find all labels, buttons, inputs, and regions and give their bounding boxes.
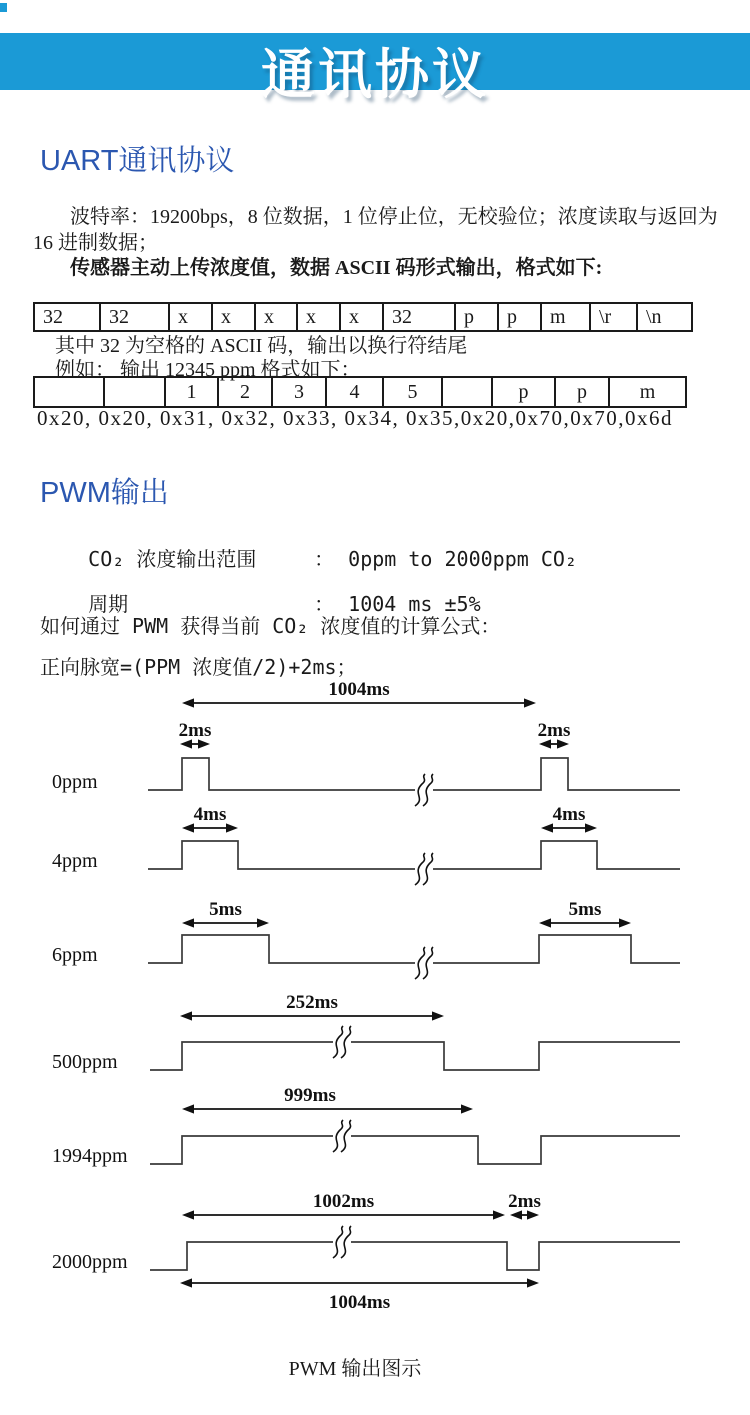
- table-cell: x: [212, 303, 255, 331]
- arrowhead: [182, 918, 194, 927]
- arrowhead: [432, 1011, 444, 1020]
- table-cell: 32: [100, 303, 169, 331]
- table-cell: x: [255, 303, 297, 331]
- pwm-spec-period-colon: ：: [314, 592, 335, 616]
- uart-paragraph-line1: 波特率：19200bps，8 位数据，1 位停止位，无校验位；浓度读取与返回为: [70, 206, 718, 228]
- waveform-path: [150, 1242, 680, 1270]
- waveform-path: [150, 1136, 680, 1164]
- pwm-spec-range-label: CO₂ 浓度输出范围: [88, 547, 257, 571]
- table-cell: 5: [383, 377, 442, 407]
- waveform-path: [148, 935, 680, 963]
- banner-title: 通讯协议: [261, 45, 489, 105]
- arrowhead: [541, 823, 553, 832]
- uart-note-space-ascii: 其中 32 为空格的 ASCII 码，输出以换行符结尾: [55, 335, 468, 357]
- arrowhead: [226, 823, 238, 832]
- table-row: [34, 303, 692, 331]
- arrow-label: 5ms: [209, 899, 242, 920]
- table-cell: x: [297, 303, 340, 331]
- wave-row-label: 0ppm: [52, 771, 98, 793]
- wave-row-label: 500ppm: [52, 1051, 118, 1073]
- table-cell: p: [555, 377, 609, 407]
- arrowhead: [493, 1210, 505, 1219]
- arrowhead: [619, 918, 631, 927]
- arrowhead: [182, 1104, 194, 1113]
- arrow-label: 1004ms: [328, 1292, 391, 1313]
- table-cell: 3: [272, 377, 326, 407]
- pwm-spec-period-label: 周期: [88, 592, 129, 616]
- uart-hex-line: 0x20, 0x20, 0x31, 0x32, 0x33, 0x34, 0x35,0x20,0x70,0x70,0x6d: [37, 406, 673, 430]
- wave-row-label: 4ppm: [52, 850, 98, 872]
- table-cell: p: [492, 377, 555, 407]
- pwm-spec-range-value: 0ppm to 2000ppm CO₂: [348, 547, 577, 571]
- arrowhead: [585, 823, 597, 832]
- pwm-formula-intro: 如何通过 PWM 获得当前 CO₂ 浓度值的计算公式：: [40, 614, 501, 638]
- table-row: [34, 377, 686, 407]
- arrowhead: [180, 1278, 192, 1287]
- table-cell: [104, 377, 165, 407]
- pwm-spec-range-colon: ：: [314, 547, 335, 571]
- table-cell: p: [455, 303, 498, 331]
- table-cell: 1: [165, 377, 218, 407]
- table-cell: 32: [34, 303, 100, 331]
- arrow-label: 4ms: [193, 804, 227, 825]
- table-cell: 2: [218, 377, 272, 407]
- waveform-path: [148, 758, 680, 790]
- waveform-path: [150, 1042, 680, 1070]
- uart-example-table: [33, 376, 687, 408]
- arrowhead: [539, 918, 551, 927]
- uart-paragraph-line2: 16 进制数据；: [33, 232, 158, 254]
- arrowhead: [527, 1278, 539, 1287]
- arrowhead: [182, 698, 194, 707]
- wave-row-label: 6ppm: [52, 944, 98, 966]
- arrow-label: 5ms: [568, 899, 602, 920]
- wave-row-label: 1994ppm: [52, 1145, 128, 1167]
- table-cell: \n: [637, 303, 692, 331]
- pwm-spec-period-value: 1004 ms ±5%: [348, 592, 481, 616]
- pwm-waveform-figure: [0, 680, 750, 1320]
- waveform-path: [148, 841, 680, 869]
- arrowhead: [182, 1210, 194, 1219]
- arrowhead: [257, 918, 269, 927]
- arrow-label: 1002ms: [312, 1191, 375, 1212]
- wave-row-label: 2000ppm: [52, 1251, 128, 1273]
- arrow-label: 252ms: [286, 992, 338, 1013]
- pwm-figure-caption: PWM 输出图示: [288, 1358, 422, 1380]
- table-cell: [442, 377, 492, 407]
- uart-paragraph-line3: 传感器主动上传浓度值，数据 ASCII 码形式输出，格式如下:: [70, 257, 603, 279]
- arrowhead: [182, 823, 194, 832]
- arrow-label: 999ms: [284, 1085, 336, 1106]
- table-cell: p: [498, 303, 541, 331]
- arrow-label: 2ms: [508, 1191, 541, 1212]
- arrowhead: [524, 698, 536, 707]
- pwm-formula: 正向脉宽=(PPM 浓度值/2)+2ms；: [40, 655, 357, 679]
- table-cell: 4: [326, 377, 383, 407]
- table-cell: \r: [590, 303, 637, 331]
- table-cell: 32: [383, 303, 455, 331]
- table-cell: m: [541, 303, 590, 331]
- uart-format-table: [33, 302, 693, 332]
- uart-note-example: 例如： 输出 12345 ppm 格式如下：: [55, 359, 361, 381]
- table-cell: x: [340, 303, 383, 331]
- arrow-label: 4ms: [552, 804, 586, 825]
- pwm-section-title: PWM输出: [40, 477, 169, 509]
- table-cell: x: [169, 303, 212, 331]
- arrowhead: [180, 1011, 192, 1020]
- corner-mark: [0, 3, 7, 12]
- table-cell: [34, 377, 104, 407]
- table-cell: m: [609, 377, 686, 407]
- arrow-label: 1004ms: [328, 680, 390, 700]
- arrowhead: [461, 1104, 473, 1113]
- uart-section-title: UART通讯协议: [40, 145, 235, 177]
- arrow-label: 2ms: [537, 720, 571, 741]
- arrow-label: 2ms: [178, 720, 212, 741]
